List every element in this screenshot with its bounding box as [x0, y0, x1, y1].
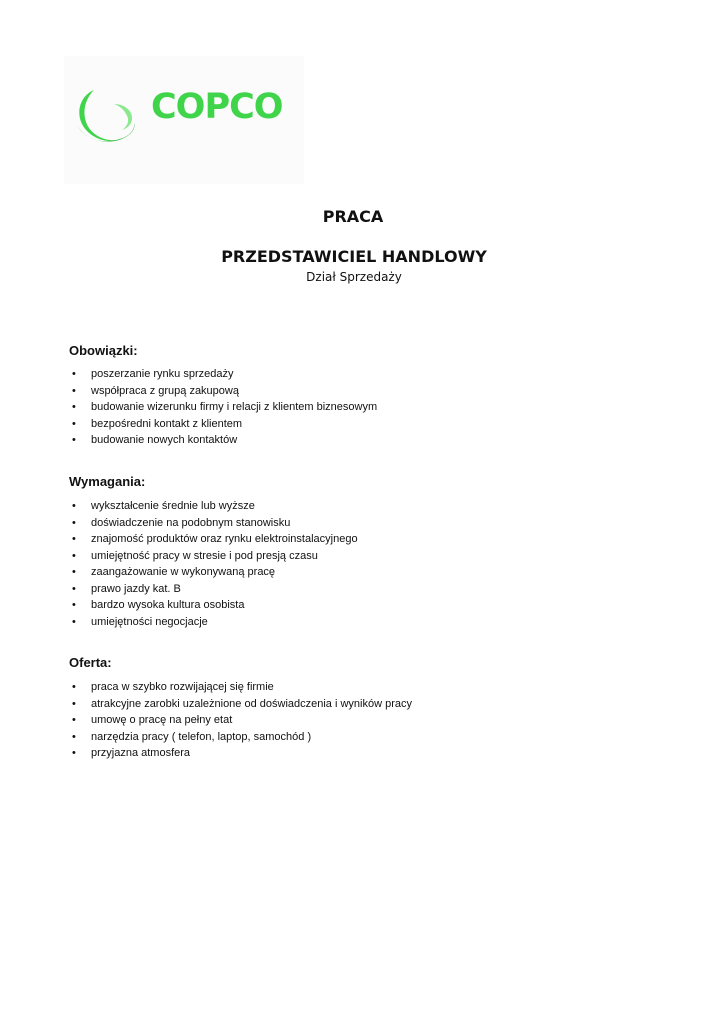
bullet-icon: •	[72, 615, 76, 628]
bullet-icon: •	[72, 401, 76, 413]
list-item: • umiejętność pracy w stresie i pod presją czasu	[72, 548, 358, 565]
offer-list	[72, 679, 412, 762]
list-item: • poszerzanie rynku sprzedaży	[72, 366, 377, 383]
bullet-icon: •	[72, 500, 76, 512]
bullet-icon: •	[72, 417, 76, 430]
bullet-icon: •	[72, 582, 76, 595]
requirements-heading: Wymagania:	[69, 474, 146, 489]
bullet-icon: •	[72, 384, 76, 397]
position-title: PRZEDSTAWICIEL HANDLOWY	[221, 247, 487, 266]
bullet-icon: •	[72, 566, 76, 578]
logo-text: COPCO	[151, 87, 283, 127]
bullet-icon: •	[72, 681, 76, 693]
duties-heading: Obowiązki:	[69, 343, 138, 358]
company-logo	[64, 56, 304, 184]
bullet-icon: •	[72, 599, 76, 611]
offer-heading: Oferta:	[69, 655, 112, 670]
bullet-icon: •	[72, 533, 76, 545]
list-item: • umiejętności negocjacje	[72, 614, 358, 631]
requirements-list	[72, 498, 358, 630]
list-item: • prawo jazdy kat. B	[72, 581, 358, 598]
list-item: • współpraca z grupą zakupową	[72, 383, 377, 400]
bullet-icon: •	[72, 747, 76, 759]
list-item: • narzędzia pracy ( telefon, laptop, samochód )	[72, 729, 412, 746]
list-item: • umowę o pracę na pełny etat	[72, 712, 412, 729]
list-item: • atrakcyjne zarobki uzależnione od doświadczenia i wyników pracy	[72, 696, 412, 713]
list-item: • wykształcenie średnie lub wyższe	[72, 498, 358, 515]
list-item: • bezpośredni kontakt z klientem	[72, 416, 377, 433]
bullet-icon: •	[72, 516, 76, 529]
bullet-icon: •	[72, 714, 76, 726]
duties-list	[72, 366, 377, 449]
globe-swoosh-icon	[74, 82, 138, 146]
list-item: • znajomość produktów oraz rynku elektroinstalacyjnego	[72, 531, 358, 548]
list-item: • bardzo wysoka kultura osobista	[72, 597, 358, 614]
bullet-icon: •	[72, 434, 76, 446]
department-subtitle: Dział Sprzedaży	[306, 270, 402, 284]
list-item: • budowanie nowych kontaktów	[72, 432, 377, 449]
list-item: • praca w szybko rozwijającej się firmie	[72, 679, 412, 696]
page-title: PRACA	[322, 207, 384, 226]
list-item: • przyjazna atmosfera	[72, 745, 412, 762]
list-item: • zaangażowanie w wykonywaną pracę	[72, 564, 358, 581]
bullet-icon: •	[72, 697, 76, 710]
bullet-icon: •	[72, 730, 76, 743]
bullet-icon: •	[72, 368, 76, 380]
bullet-icon: •	[72, 549, 76, 562]
list-item: • budowanie wizerunku firmy i relacji z klientem biznesowym	[72, 399, 377, 416]
list-item: • doświadczenie na podobnym stanowisku	[72, 515, 358, 532]
